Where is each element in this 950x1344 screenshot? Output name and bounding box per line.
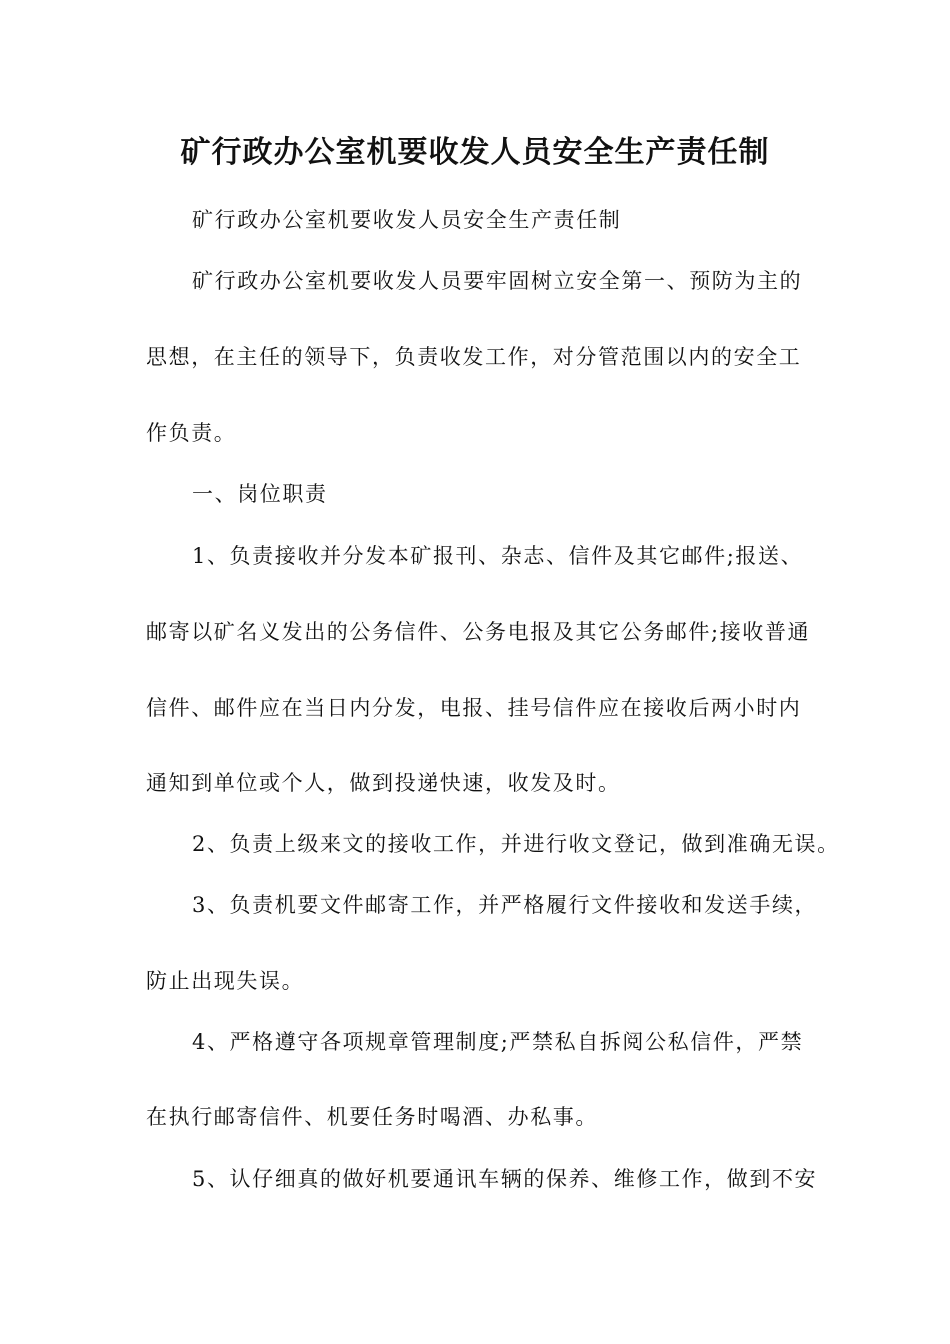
section-heading: 一、岗位职责 [192, 482, 328, 506]
paragraph-line: 通知到单位或个人，做到投递快速，收发及时。 [146, 771, 621, 795]
subtitle-line: 矿行政办公室机要收发人员安全生产责任制 [192, 208, 622, 232]
paragraph-line: 信件、邮件应在当日内分发，电报、挂号信件应在接收后两小时内 [146, 696, 802, 720]
paragraph-line: 作负责。 [146, 421, 237, 445]
paragraph-line: 邮寄以矿名义发出的公务信件、公务电报及其它公务邮件;接收普通 [146, 620, 811, 644]
paragraph-line: 防止出现失误。 [146, 969, 305, 993]
paragraph-line: 思想，在主任的领导下，负责收发工作，对分管范围以内的安全工 [146, 345, 802, 369]
paragraph-line: 4、严格遵守各项规章管理制度;严禁私自拆阅公私信件，严禁 [192, 1030, 804, 1054]
document-title: 矿行政办公室机要收发人员安全生产责任制 [180, 135, 770, 170]
paragraph-line: 矿行政办公室机要收发人员要牢固树立安全第一、预防为主的 [192, 269, 803, 293]
paragraph-line: 3、负责机要文件邮寄工作，并严格履行文件接收和发送手续， [192, 893, 818, 917]
paragraph-line: 在执行邮寄信件、机要任务时喝酒、办私事。 [146, 1105, 598, 1129]
paragraph-line: 1、负责接收并分发本矿报刊、杂志、信件及其它邮件;报送、 [192, 544, 804, 568]
paragraph-line: 2、负责上级来文的接收工作，并进行收文登记，做到准确无误。 [192, 832, 840, 856]
paragraph-line: 5、认仔细真的做好机要通讯车辆的保养、维修工作，做到不安 [192, 1167, 818, 1191]
